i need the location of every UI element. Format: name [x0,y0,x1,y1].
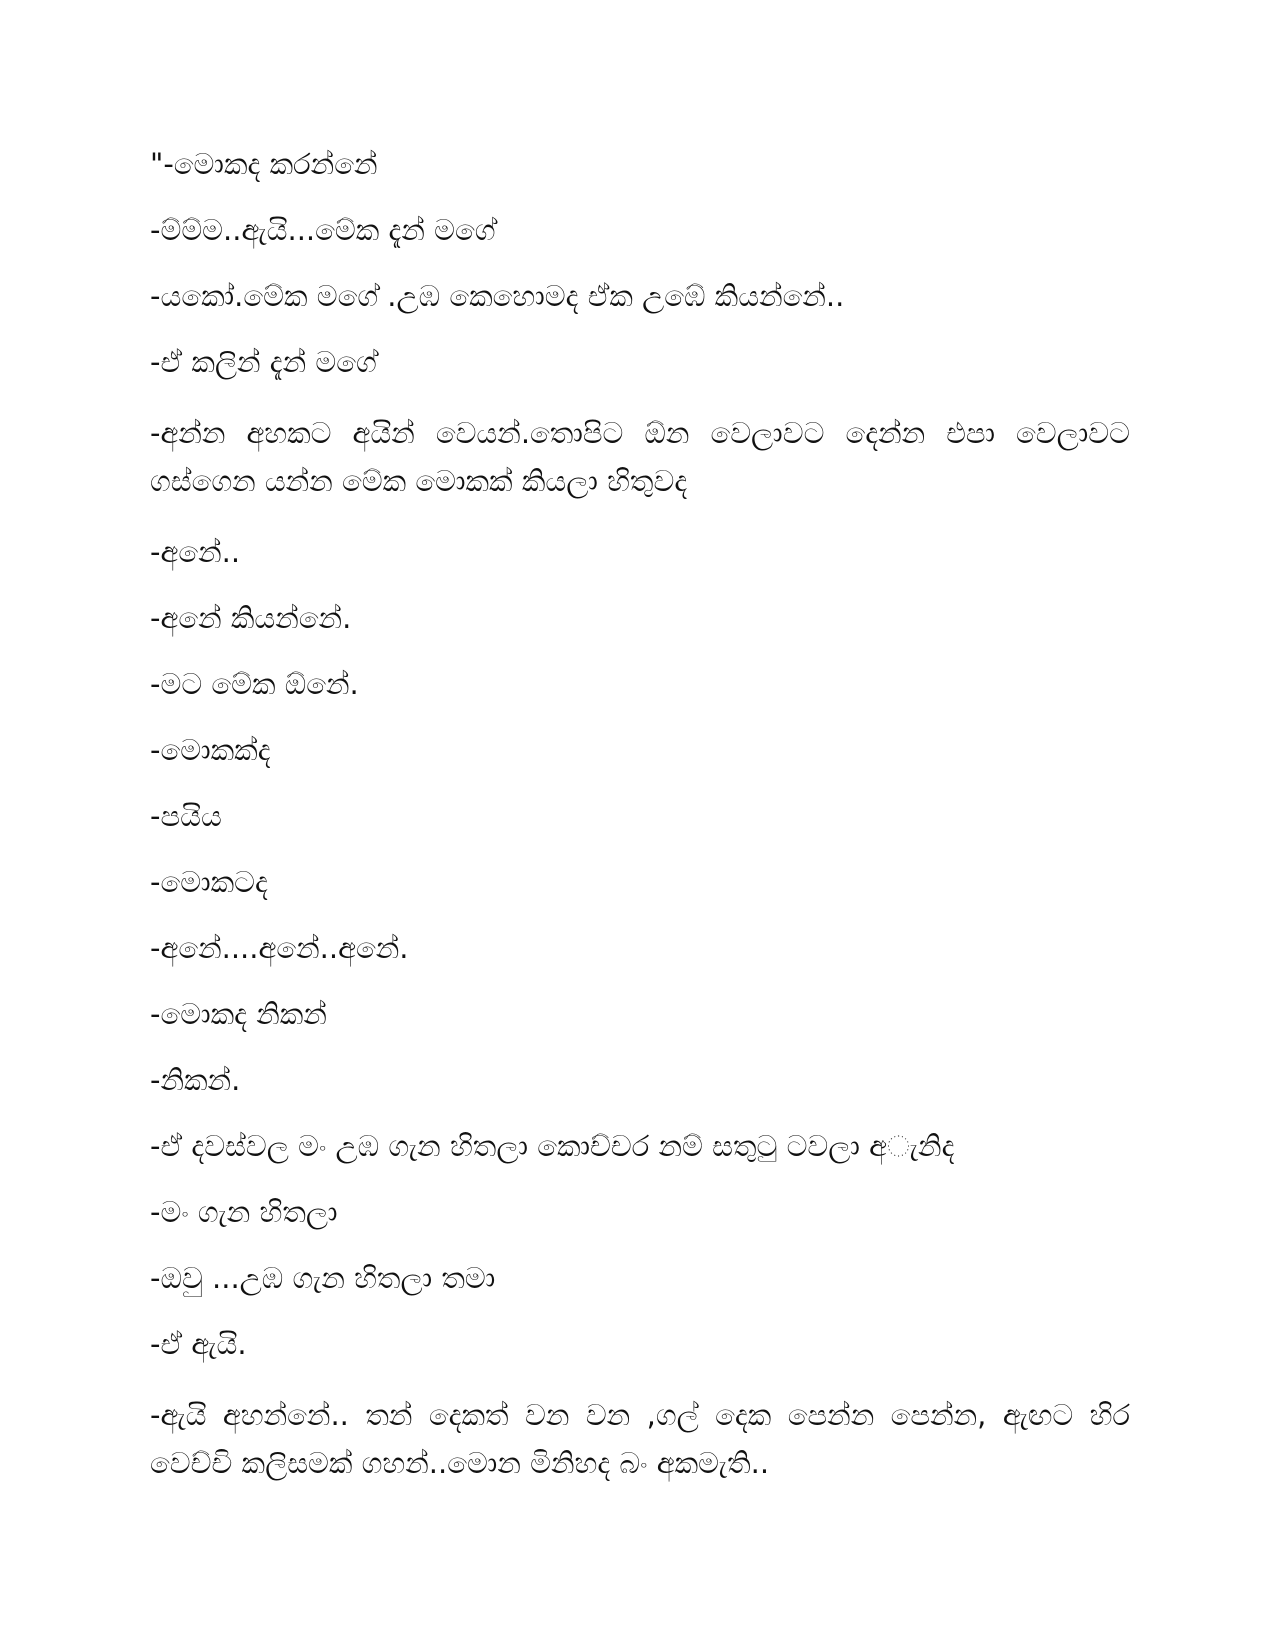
dialogue-line: -පයිය [150,799,222,833]
dialogue-text [150,145,1130,1515]
dialogue-line: -යකෝ.මේක මගේ .උඹ කෙහොමද ඒක උඹේ කියන්නේ.. [150,279,845,313]
dialogue-line: "-මොකද කරන්නේ [150,147,378,181]
dialogue-paragraph: -අන්න අහකට අයින් වෙයන්.තොපිට ඕන වෙලාවට දෙන්න එපා වෙලාවට ගස්ගෙන යන්න මේක මොකක් කියලා හිතුවද [150,416,1130,498]
dialogue-line: -ඒ කලින් දැන් මගේ [150,345,377,379]
dialogue-line: -මං ගැන හිතලා [150,1195,338,1229]
dialogue-line: -මොකක්ද [150,733,271,767]
dialogue-line: -ඒ ඇයි. [150,1327,247,1361]
dialogue-line: -මොකටද [150,865,268,899]
dialogue-line: -අනේ....අනේ..අනේ. [150,931,409,965]
dialogue-line: -ඒ දවස්වල මං උඹ ගැන හිතලා කොච්චර නම් සතුටු ටවලා අැනිද [150,1129,955,1163]
dialogue-line: -ම්ම්ම..ඇයි...මේක දැන් මගේ [150,213,496,247]
dialogue-line: -මොකද නිකන් [150,997,327,1031]
dialogue-line: -මට මේක ඕනේ. [150,667,359,701]
dialogue-line: -අනේ.. [150,535,241,569]
dialogue-line: -ඔවු ...උඹ ගැන හිතලා තමා [150,1261,496,1295]
dialogue-line: -නිකන්. [150,1063,241,1097]
dialogue-paragraph: -ඇයි අහන්නේ.. තන් දෙකත් වන වන ,ගල් දෙක පෙන්න පෙන්න, ඇඟට හිර වෙච්චි කලිසමක් ගහන්..මොන මිනිහද බං අකමැති.. [150,1398,1130,1480]
dialogue-line: -අනේ කියන්නේ. [150,601,352,635]
